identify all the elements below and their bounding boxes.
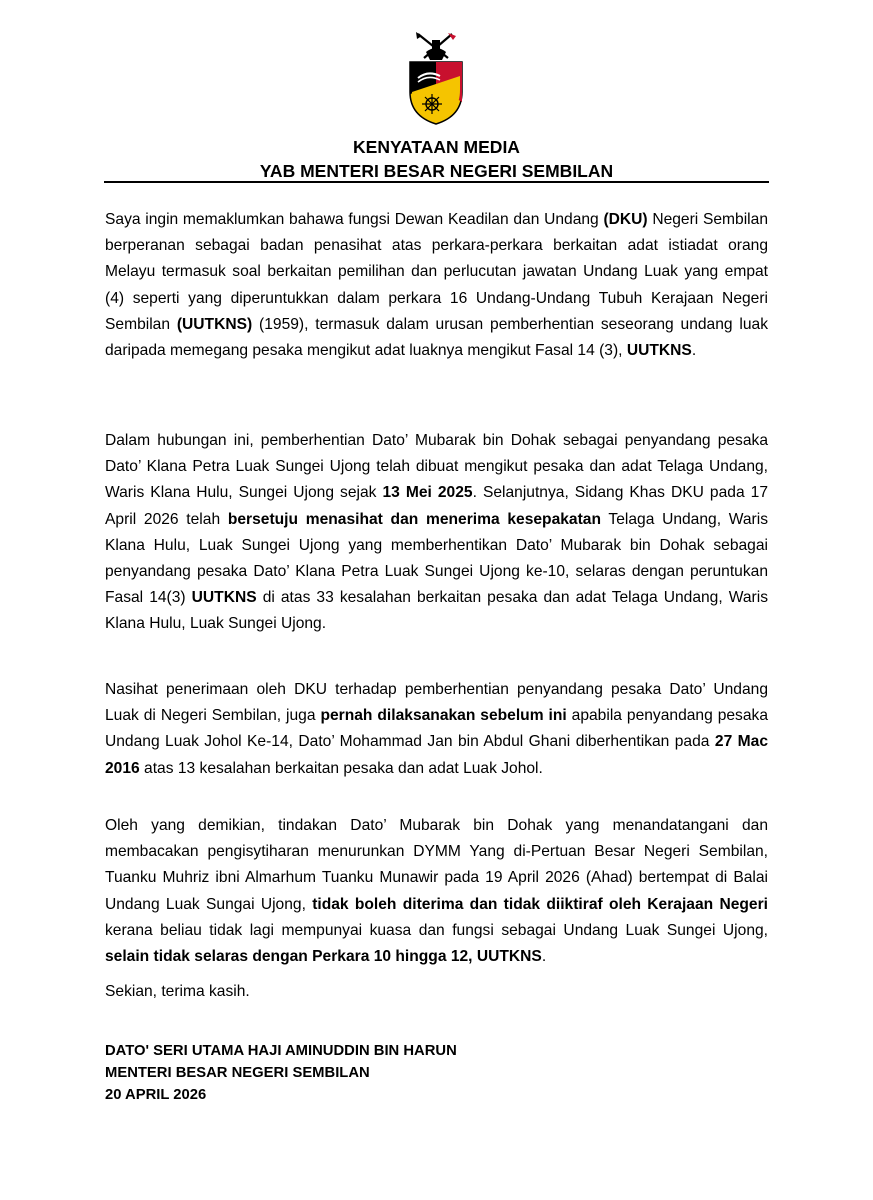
p1-run-5: UUTKNS bbox=[626, 342, 692, 360]
p1-run-1: (DKU) bbox=[603, 211, 648, 228]
p4-run-2: kerana beliau tidak lagi mempunyai kuasa dan fungsi sebagai Undang Luak Sungei Ujong, bbox=[105, 921, 768, 939]
p1-run-6: . bbox=[691, 342, 697, 360]
paragraph-2 bbox=[105, 428, 768, 638]
paragraph-1 bbox=[105, 207, 768, 364]
p1-run-3: (UUTKNS) bbox=[176, 315, 253, 333]
p1-run-2: Negeri Sembilan berperanan sebagai badan penasihat atas perkara-perkara berkaitan adat istiadat orang Melayu termasuk soal berkaitan pemilihan dan perlucutan jawatan Undang Luak yang empat (4) seperti yang diperuntukkan dalam perkara 16 Undang-Undang Tubuh Kerajaan Negeri Sembilan bbox=[105, 211, 768, 333]
p4-run-3: selain tidak selaras dengan Perkara 10 hingga 12, UUTKNS bbox=[105, 948, 542, 966]
p2-run-1: 13 Mei 2025 bbox=[382, 484, 473, 502]
paragraph-4 bbox=[105, 813, 768, 970]
document-subtitle: YAB MENTERI BESAR NEGERI SEMBILAN bbox=[259, 161, 614, 181]
p4-run-1: tidak boleh diterima dan tidak diiktiraf oleh Kerajaan Negeri bbox=[312, 895, 768, 913]
signature-date: 20 APRIL 2026 bbox=[105, 1087, 207, 1103]
p2-run-6: di atas 33 kesalahan berkaitan pesaka dan adat Telaga Undang, Waris Klana Hulu, Luak Sungei Ujong. bbox=[105, 589, 768, 633]
signatory-name: DATO' SERI UTAMA HAJI AMINUDDIN BIN HARUN bbox=[105, 1043, 457, 1059]
p1-run-0: Saya ingin memaklumkan bahawa fungsi Dewan Keadilan dan Undang bbox=[105, 211, 604, 228]
p1-run-4: (1959), termasuk dalam urusan pemberhentian seseorang undang luak daripada memegang pesaka mengikut adat luaknya mengikut Fasal 14 (3), bbox=[105, 315, 769, 360]
header-divider bbox=[104, 181, 769, 183]
p2-run-2: . Selanjutnya, Sidang Khas DKU pada 17 April 2026 telah bbox=[105, 484, 769, 528]
p2-run-5: UUTKNS bbox=[191, 589, 257, 607]
p3-run-3: 27 Mac 2016 bbox=[105, 733, 769, 777]
p3-run-4: atas 13 kesalahan berkaitan pesaka dan adat Luak Johol. bbox=[139, 759, 543, 777]
p4-run-4: . bbox=[541, 948, 547, 966]
p3-run-2: apabila penyandang pesaka Undang Luak Johol Ke-14, Dato’ Mohammad Jan bin Abdul Ghani diberhentikan pada bbox=[105, 707, 768, 751]
state-crest-logo bbox=[404, 30, 468, 126]
closing-remark: Sekian, terima kasih. bbox=[105, 983, 250, 1000]
crest-top-ornament bbox=[416, 32, 456, 60]
p2-run-0: Dalam hubungan ini, pemberhentian Dato’ Mubarak bin Dohak sebagai penyandang pesaka Dato’ Klana Petra Luak Sungei Ujong telah dibuat mengikut pesaka dan adat Telaga Undang, Waris Klana Hulu, Sungei Ujong sejak bbox=[105, 432, 768, 502]
p4-run-0: Oleh yang demikian, tindakan Dato’ Mubarak bin Dohak yang menandatangani dan membacakan pengisytiharan menurunkan DYMM Yang di-Pertuan Besar Negeri Sembilan, Tuanku Muhriz ibni Almarhum Tuanku Munawir pada 19 April 2026 (Ahad) bertempat di Balai Undang Luak Sungai Ujong, bbox=[105, 817, 768, 913]
p2-run-4: Telaga Undang, Waris Klana Hulu, Luak Sungei Ujong yang memberhentikan Dato’ Mubarak bin Dohak sebagai penyandang pesaka Dato’ Klana Petra Luak Sungei Ujong ke-10, selaras dengan peruntukan Fasal 14(3) bbox=[105, 510, 769, 607]
p2-run-3: bersetuju menasihat dan menerima kesepakatan bbox=[227, 510, 601, 528]
p3-run-0: Nasihat penerimaan oleh DKU terhadap pemberhentian penyandang pesaka Dato’ Undang Luak di Negeri Sembilan, juga bbox=[105, 681, 768, 725]
paragraph-3 bbox=[105, 677, 768, 782]
document-title: KENYATAAN MEDIA bbox=[353, 137, 520, 157]
crest-shield bbox=[410, 62, 462, 124]
p3-run-1: pernah dilaksanakan sebelum ini bbox=[320, 707, 567, 725]
signatory-position: MENTERI BESAR NEGERI SEMBILAN bbox=[105, 1065, 370, 1081]
